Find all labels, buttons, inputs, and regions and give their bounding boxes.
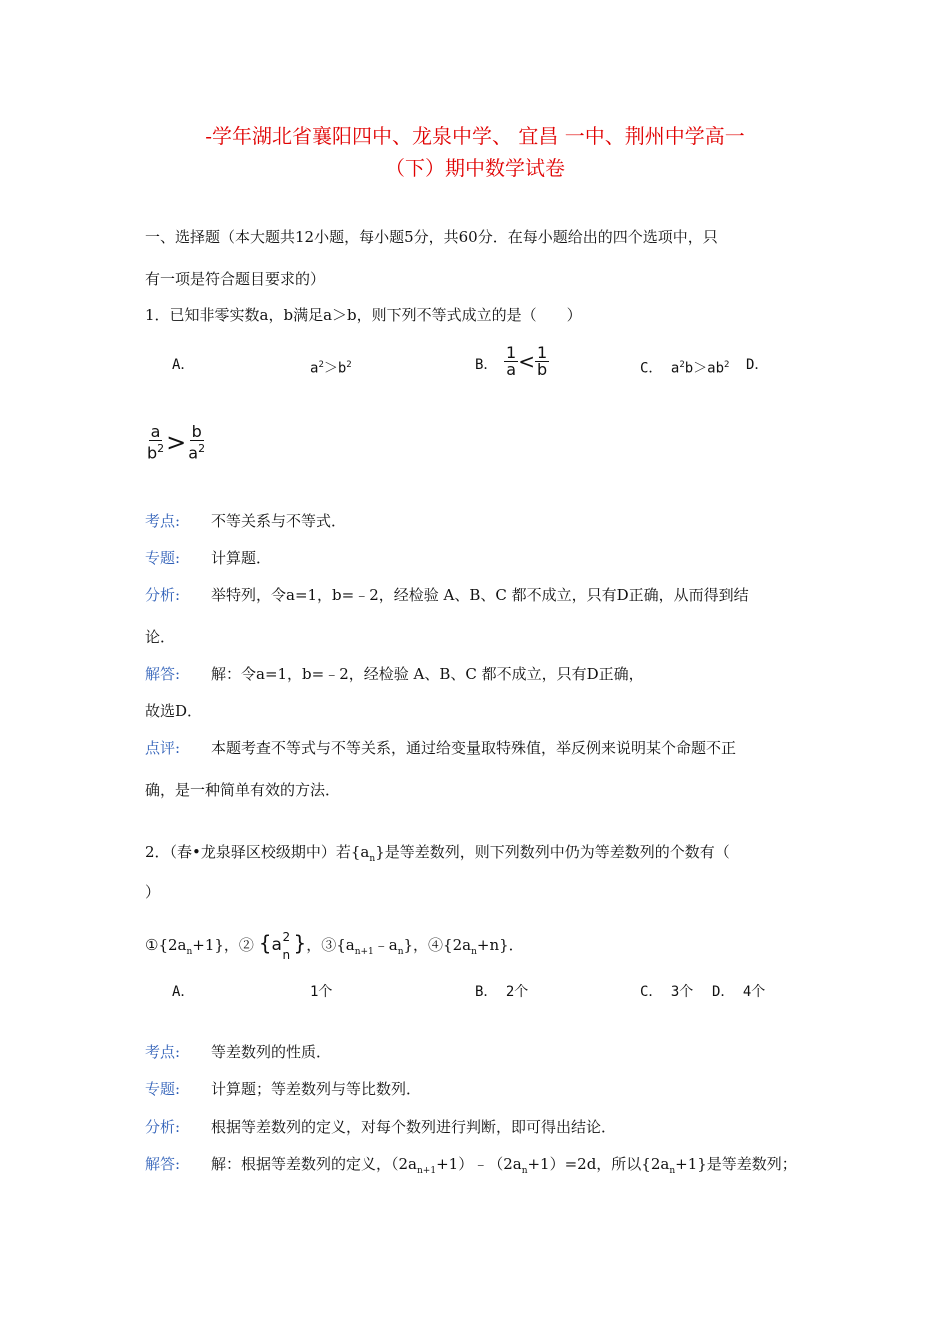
- q2-stem-part-1: 2．（春•龙泉驿区校级期中）若{a: [145, 843, 370, 861]
- q1-c-b: b: [684, 360, 694, 377]
- q2-jieda: [211, 1153, 797, 1182]
- q1-b-frac1: [504, 345, 518, 378]
- q1-c-ab: ab: [707, 360, 725, 377]
- q1-b-den1: a: [506, 360, 516, 379]
- q2-item-2-expr: [271, 930, 293, 962]
- q2-item-3-sub-2: n: [397, 947, 404, 957]
- q2-item-3-mid: ﹣a: [373, 936, 398, 954]
- q2-stem-sub: n: [369, 854, 376, 864]
- q2-item-3-sub-1: n+1: [354, 947, 374, 957]
- q1-b-num1: 1: [506, 343, 517, 362]
- q1-option-d-label: D．: [746, 357, 769, 373]
- q1-option-a-expr: [310, 354, 352, 380]
- q1-option-d-expr: [145, 424, 207, 461]
- page-title: [120, 120, 830, 184]
- q1-b-rel: <: [518, 349, 535, 374]
- q2-option-a-label: A．: [172, 984, 195, 1000]
- q2-jieda-sub-2: n: [521, 1166, 528, 1176]
- q1-d-den2-wrap: [186, 441, 207, 461]
- q1-a-base1: a: [310, 360, 319, 377]
- q1-zhuanti: 计算题．: [211, 549, 272, 567]
- q1-d-rel: >: [166, 428, 187, 457]
- q2-item-4-sub: n: [471, 947, 477, 957]
- q2-item-1-sub: n: [186, 947, 193, 957]
- q2-item-1-end: +1}，②: [192, 936, 259, 954]
- q1-c-exp1: 2: [679, 360, 685, 370]
- q1-a-exp2: 2: [346, 360, 352, 370]
- q1-jieda-label: 解答:: [145, 665, 181, 683]
- q2-option-c: C． 3个: [640, 984, 694, 1000]
- q2-item-2-brace-open: {: [258, 931, 272, 955]
- q1-a-base2: b: [337, 360, 347, 377]
- section-header-line-1: 一、选择题（本大题共12小题，每小题5分，共60分．在每小题给出的四个选项中，只: [145, 228, 718, 246]
- q1-c-exp2: 2: [724, 360, 730, 370]
- q1-c-label: C．: [640, 360, 663, 377]
- q2-fenxi: 根据等差数列的定义，对每个数列进行判断，即可得出结论．: [211, 1118, 617, 1136]
- section-header-line-2: 有一项是符合题目要求的）: [145, 270, 326, 288]
- q1-b-den2: b: [536, 360, 548, 379]
- q1-c-a: a: [670, 360, 680, 377]
- q2-option-a-text: 1个: [310, 984, 333, 1000]
- q2-zhuanti: 计算题；等差数列与等比数列．: [211, 1080, 422, 1098]
- q1-d-num1: a: [150, 422, 161, 441]
- q2-jieda-part-c: +1）=2d，所以{2a: [527, 1155, 670, 1173]
- q2-item-3-end: }，④{2a: [403, 936, 472, 954]
- q2-jieda-part-d: +1}是等差数列；: [675, 1155, 797, 1173]
- q2-kaodian: 等差数列的性质．: [211, 1043, 332, 1061]
- q2-items: [145, 932, 524, 963]
- q2-item-2-brace-close: }: [293, 931, 307, 955]
- q1-d-den1-wrap: [145, 441, 166, 461]
- q1-jieda-line-1: 解：令a=1，b=﹣2，经检验 A、B、C 都不成立，只有D正确，: [211, 665, 644, 683]
- q2-stem-line-1: [145, 841, 730, 870]
- q2-jieda-part-b: +1）﹣（2a: [436, 1155, 522, 1173]
- q1-b-num2: 1: [536, 343, 548, 362]
- q2-item-2-sub: n: [282, 948, 291, 962]
- q1-stem: 1．已知非零实数a，b满足a＞b，则下列不等式成立的是（ ）: [145, 306, 582, 324]
- q1-option-b-label: B．: [475, 357, 498, 373]
- q1-d-den2: a: [188, 443, 199, 463]
- q1-d-frac2: [186, 424, 207, 461]
- q1-option-c: [640, 354, 729, 380]
- q1-a-exp1: 2: [318, 360, 324, 370]
- q2-option-b: B． 2个: [475, 984, 529, 1000]
- q2-jieda-label: 解答:: [145, 1155, 181, 1173]
- q1-dianping-label: 点评:: [145, 739, 181, 757]
- q2-jieda-sub-1: n+1: [417, 1166, 437, 1176]
- q1-fenxi-line-2: 论．: [145, 628, 176, 646]
- q2-jieda-part-a: 解：根据等差数列的定义，（2a: [211, 1155, 417, 1173]
- q2-item-2-sup: 2: [282, 930, 291, 944]
- q1-fenxi-label: 分析:: [145, 586, 181, 604]
- q2-item-3: ，③{a: [306, 936, 355, 954]
- q1-c-rel: ＞: [693, 360, 708, 377]
- q1-zhuanti-label: 专题:: [145, 549, 181, 567]
- q2-item-2-base: a: [271, 935, 282, 955]
- q1-d-exp1: 2: [157, 442, 165, 455]
- q2-zhuanti-label: 专题:: [145, 1080, 181, 1098]
- q2-item-4-end: +n}．: [476, 936, 524, 954]
- q1-option-a-label: A．: [172, 357, 195, 373]
- q2-kaodian-label: 考点:: [145, 1043, 181, 1061]
- q1-kaodian: 不等关系与不等式．: [211, 512, 347, 530]
- q2-option-d: D． 4个: [712, 984, 766, 1000]
- title-line-2: （下）期中数学试卷: [385, 156, 565, 180]
- q1-dianping-line-1: 本题考查不等式与不等关系，通过给变量取特殊值，举反例来说明某个命题不正: [211, 739, 737, 757]
- q1-d-frac1: [145, 424, 166, 461]
- q1-dianping-line-2: 确，是一种简单有效的方法．: [145, 781, 341, 799]
- q1-d-exp2: 2: [198, 442, 206, 455]
- q1-d-num2: b: [191, 422, 202, 441]
- q2-stem-line-2: ）: [145, 883, 161, 901]
- q2-stem-part-2: }是等差数列，则下列数列中仍为等差数列的个数有（: [375, 843, 730, 861]
- q1-kaodian-label: 考点:: [145, 512, 181, 530]
- title-line-1: -学年湖北省襄阳四中、龙泉中学、 宜昌 一中、荆州中学高一: [205, 124, 745, 148]
- q2-fenxi-label: 分析:: [145, 1118, 181, 1136]
- q1-option-b-expr: [504, 345, 549, 378]
- q1-b-frac2: [535, 345, 549, 378]
- q2-item-1: ①{2a: [145, 936, 187, 954]
- q2-jieda-sub-3: n: [669, 1166, 676, 1176]
- q1-fenxi-line-1: 举特列，令a=1，b=﹣2，经检验 A、B、C 都不成立，只有D正确，从而得到结: [211, 586, 749, 604]
- q1-d-den1: b: [147, 443, 158, 463]
- q1-a-rel: ＞: [323, 360, 338, 377]
- q1-jieda-line-2: 故选D．: [145, 702, 203, 720]
